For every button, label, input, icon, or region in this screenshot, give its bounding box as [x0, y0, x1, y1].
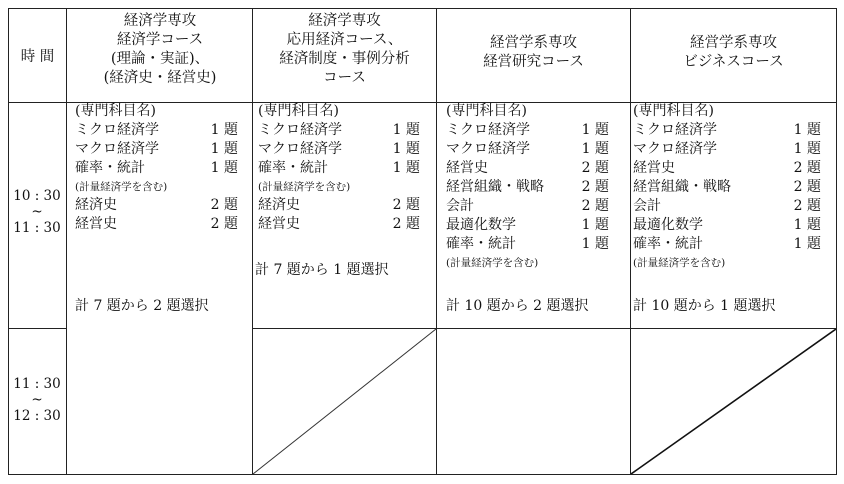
column-divider: [436, 8, 437, 475]
empty-slot-slash: [253, 329, 436, 474]
subjects-applied-economics-course: [258, 102, 420, 234]
table-border-bottom: [8, 474, 837, 475]
subject-row: ミクロ経済学 1 題: [446, 122, 609, 138]
subject-row: 経済史 2 題: [75, 197, 238, 213]
subject-note: (計量経済学を含む): [258, 181, 351, 193]
subject-row: 経営史 2 題: [446, 160, 609, 176]
subject-row: ミクロ経済学 1 題: [633, 122, 821, 138]
subject-row: 最適化数学 1 題: [633, 217, 821, 233]
subject-row: 確率・統計 1 題: [633, 236, 821, 252]
header-time: 時 間: [20, 49, 55, 65]
subjects-management-research-course: [446, 102, 609, 272]
subject-row: マクロ経済学 1 題: [446, 141, 609, 157]
subject-row: マクロ経済学 1 題: [258, 141, 420, 157]
header-management-research-course: 経営学系専攻 経営研究コース: [483, 35, 584, 70]
subject-list-label: (専門科目名): [633, 103, 714, 119]
subject-row: ミクロ経済学 1 題: [75, 122, 238, 138]
subject-row: 確率・統計 1 題: [258, 160, 420, 176]
subject-row: 経済史 2 題: [258, 197, 420, 213]
subject-row: マクロ経済学 1 題: [633, 141, 821, 157]
subject-row: 経営組織・戦略 2 題: [633, 179, 821, 195]
subject-row: 経営組織・戦略 2 題: [446, 179, 609, 195]
header-business-course: 経営学系専攻 ビジネスコース: [683, 35, 784, 70]
header-economics-course: 経済学専攻 経済学コース (理論・実証)、 (経済史・経営史): [103, 13, 217, 86]
subjects-economics-course: [75, 102, 238, 234]
subject-list-label: (専門科目名): [446, 103, 527, 119]
time-slot-2: 11 : 30 ~ 12 : 30: [13, 376, 61, 424]
subject-list-label: (専門科目名): [75, 103, 156, 119]
selection-total: 計 7 題から 2 題選択: [75, 298, 209, 314]
subject-row: 確率・統計 1 題: [446, 236, 609, 252]
selection-total: 計 7 題から 1 題選択: [255, 262, 389, 278]
column-divider: [66, 8, 67, 475]
selection-total: 計 10 題から 1 題選択: [633, 298, 776, 314]
table-border-top: [8, 8, 837, 9]
subject-row: 確率・統計 1 題: [75, 160, 238, 176]
subject-list-label: (専門科目名): [258, 103, 339, 119]
subject-row: 最適化数学 1 題: [446, 217, 609, 233]
subject-row: 経営史 2 題: [75, 216, 238, 232]
table-border-right: [836, 8, 837, 475]
empty-slot-slash: [631, 329, 836, 474]
subject-row: 会計 2 題: [446, 198, 609, 214]
subject-row: 経営史 2 題: [258, 216, 420, 232]
subjects-business-course: [633, 102, 821, 272]
subject-note: (計量経済学を含む): [633, 257, 726, 269]
subject-row: 経営史 2 題: [633, 160, 821, 176]
subject-row: 会計 2 題: [633, 198, 821, 214]
time-slot-1: 10 : 30 ~ 11 : 30: [13, 188, 61, 236]
time-row-divider: [8, 328, 67, 329]
subject-note: (計量経済学を含む): [75, 181, 168, 193]
subject-row: ミクロ経済学 1 題: [258, 122, 420, 138]
subject-row: マクロ経済学 1 題: [75, 141, 238, 157]
header-applied-economics-course: 経済学専攻 応用経済コース、 経済制度・事例分析 コース: [279, 13, 410, 86]
selection-total: 計 10 題から 2 題選択: [446, 298, 589, 314]
subject-note: (計量経済学を含む): [446, 257, 539, 269]
